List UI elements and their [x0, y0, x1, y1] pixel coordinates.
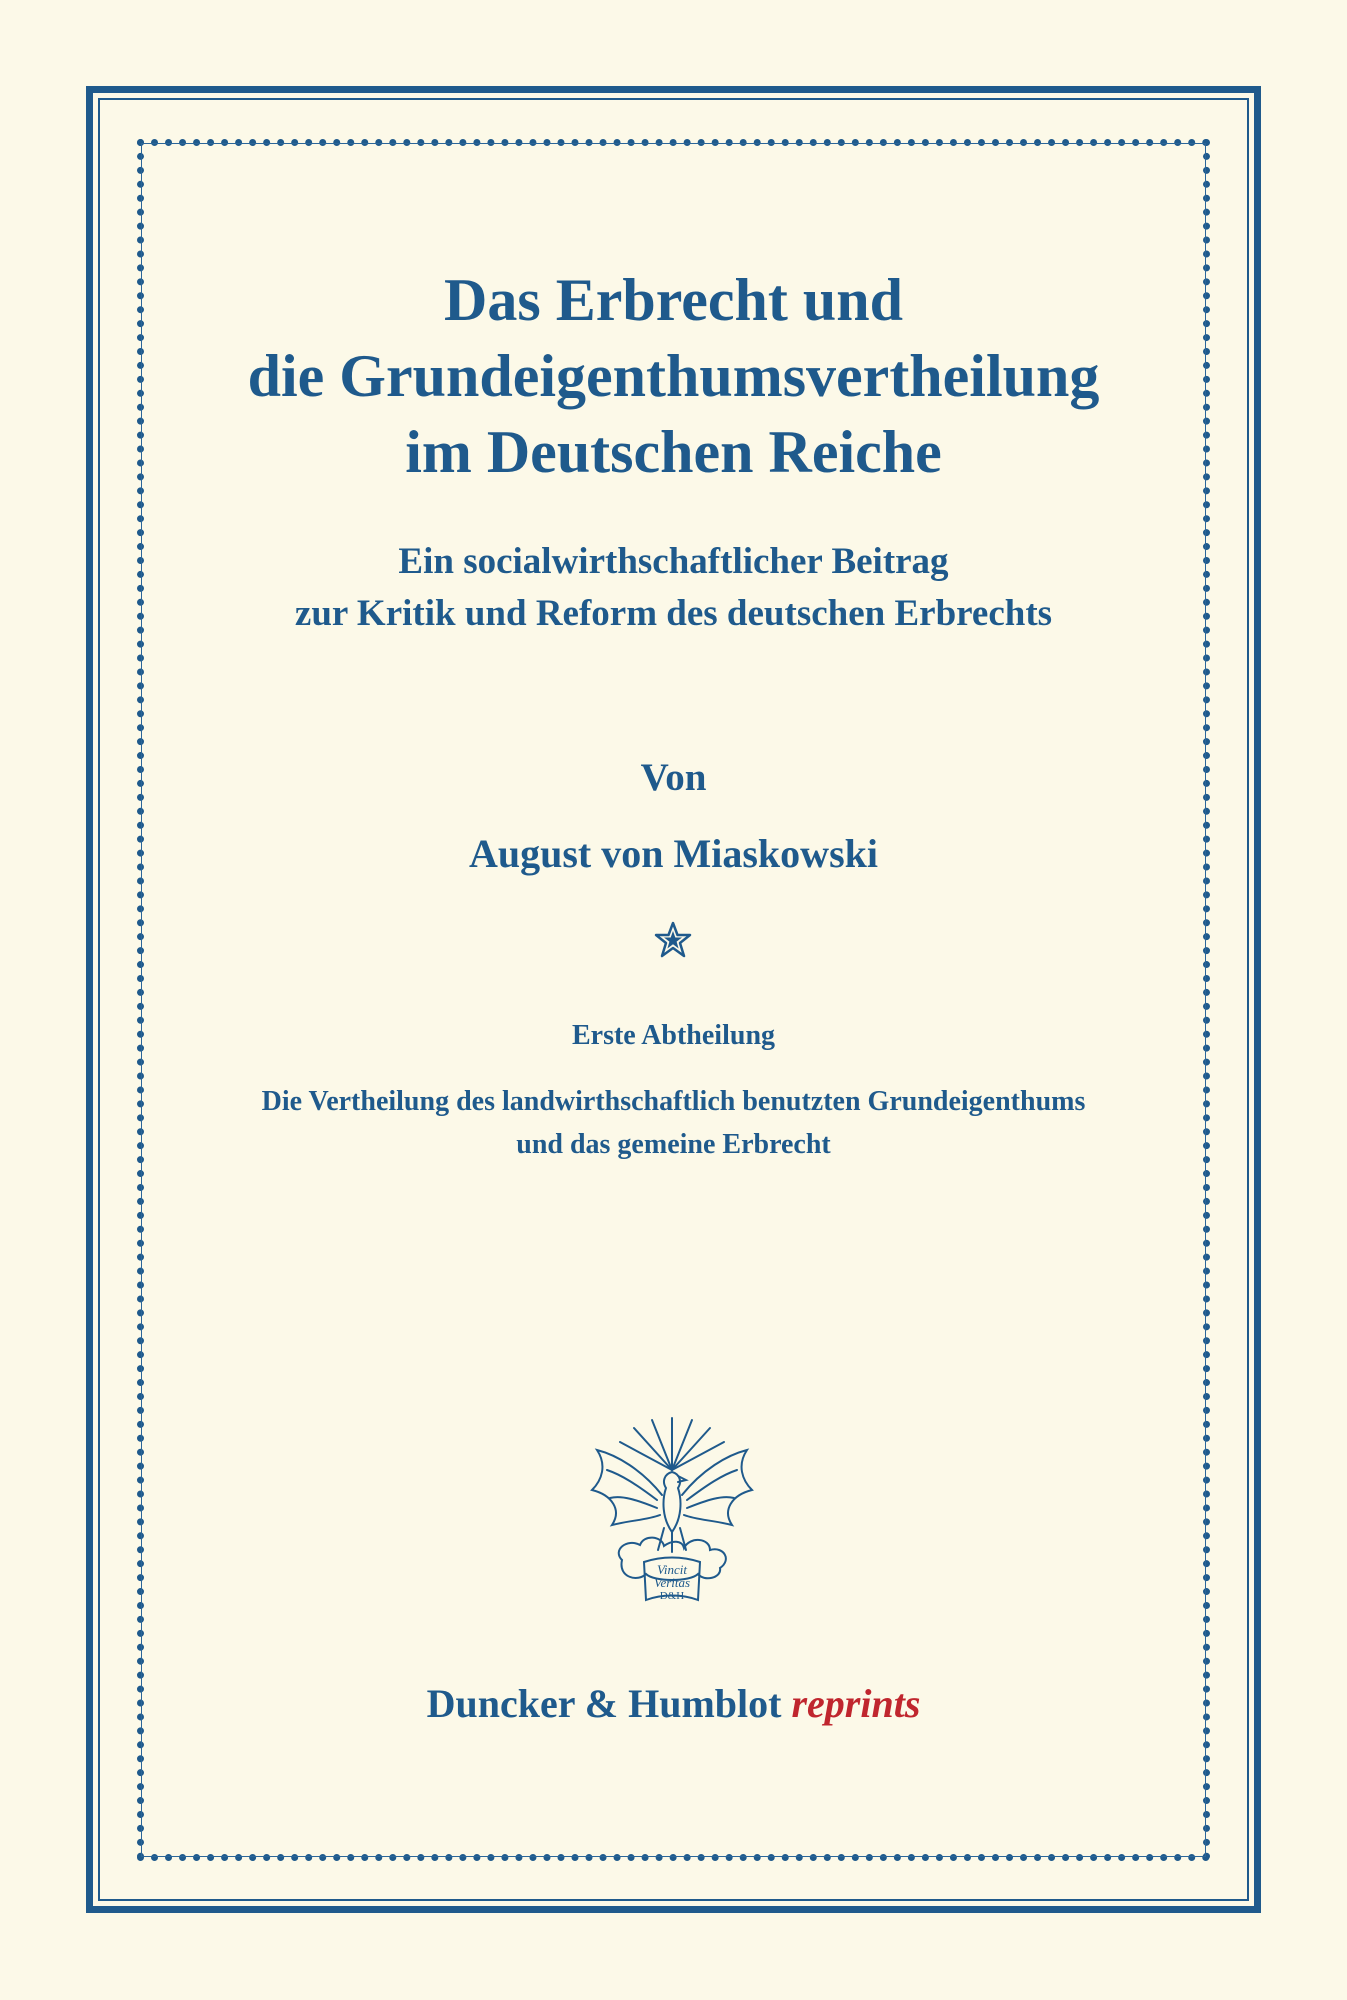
book-subtitle	[150, 536, 1197, 640]
publisher-series: reprints	[791, 1681, 921, 1726]
subtitle-line-1: Ein socialwirthschaftlicher Beitrag	[398, 541, 949, 582]
publisher-name: Duncker & Humblot	[426, 1681, 782, 1726]
by-label: Von	[640, 756, 707, 799]
section-description	[150, 1080, 1197, 1166]
publisher-line	[150, 1680, 1197, 1727]
subtitle-line-2: zur Kritik und Reform des deutschen Erbrechts	[294, 593, 1053, 634]
emblem-motto-line-2: Veritas	[653, 1575, 691, 1590]
section-description-line-2: und das gemeine Erbrecht	[516, 1129, 831, 1160]
section-description-line-1: Die Vertheilung des landwirthschaftlich benutzten Grundeigenthums	[261, 1086, 1086, 1117]
title-line-3: im Deutschen Reiche	[405, 419, 942, 485]
star-icon	[653, 920, 693, 960]
eagle-emblem-icon	[582, 1410, 762, 1610]
section-label: Erste Abtheilung	[571, 1020, 776, 1051]
emblem-motto-line-3: D&H	[659, 1590, 685, 1602]
emblem-motto-line-1: Vincit	[656, 1562, 688, 1577]
book-title	[150, 262, 1197, 490]
author-name: August von Miaskowski	[468, 831, 878, 876]
title-line-1: Das Erbrecht und	[444, 267, 903, 333]
title-line-2: die Grundeigenthumsvertheilung	[247, 343, 1100, 409]
